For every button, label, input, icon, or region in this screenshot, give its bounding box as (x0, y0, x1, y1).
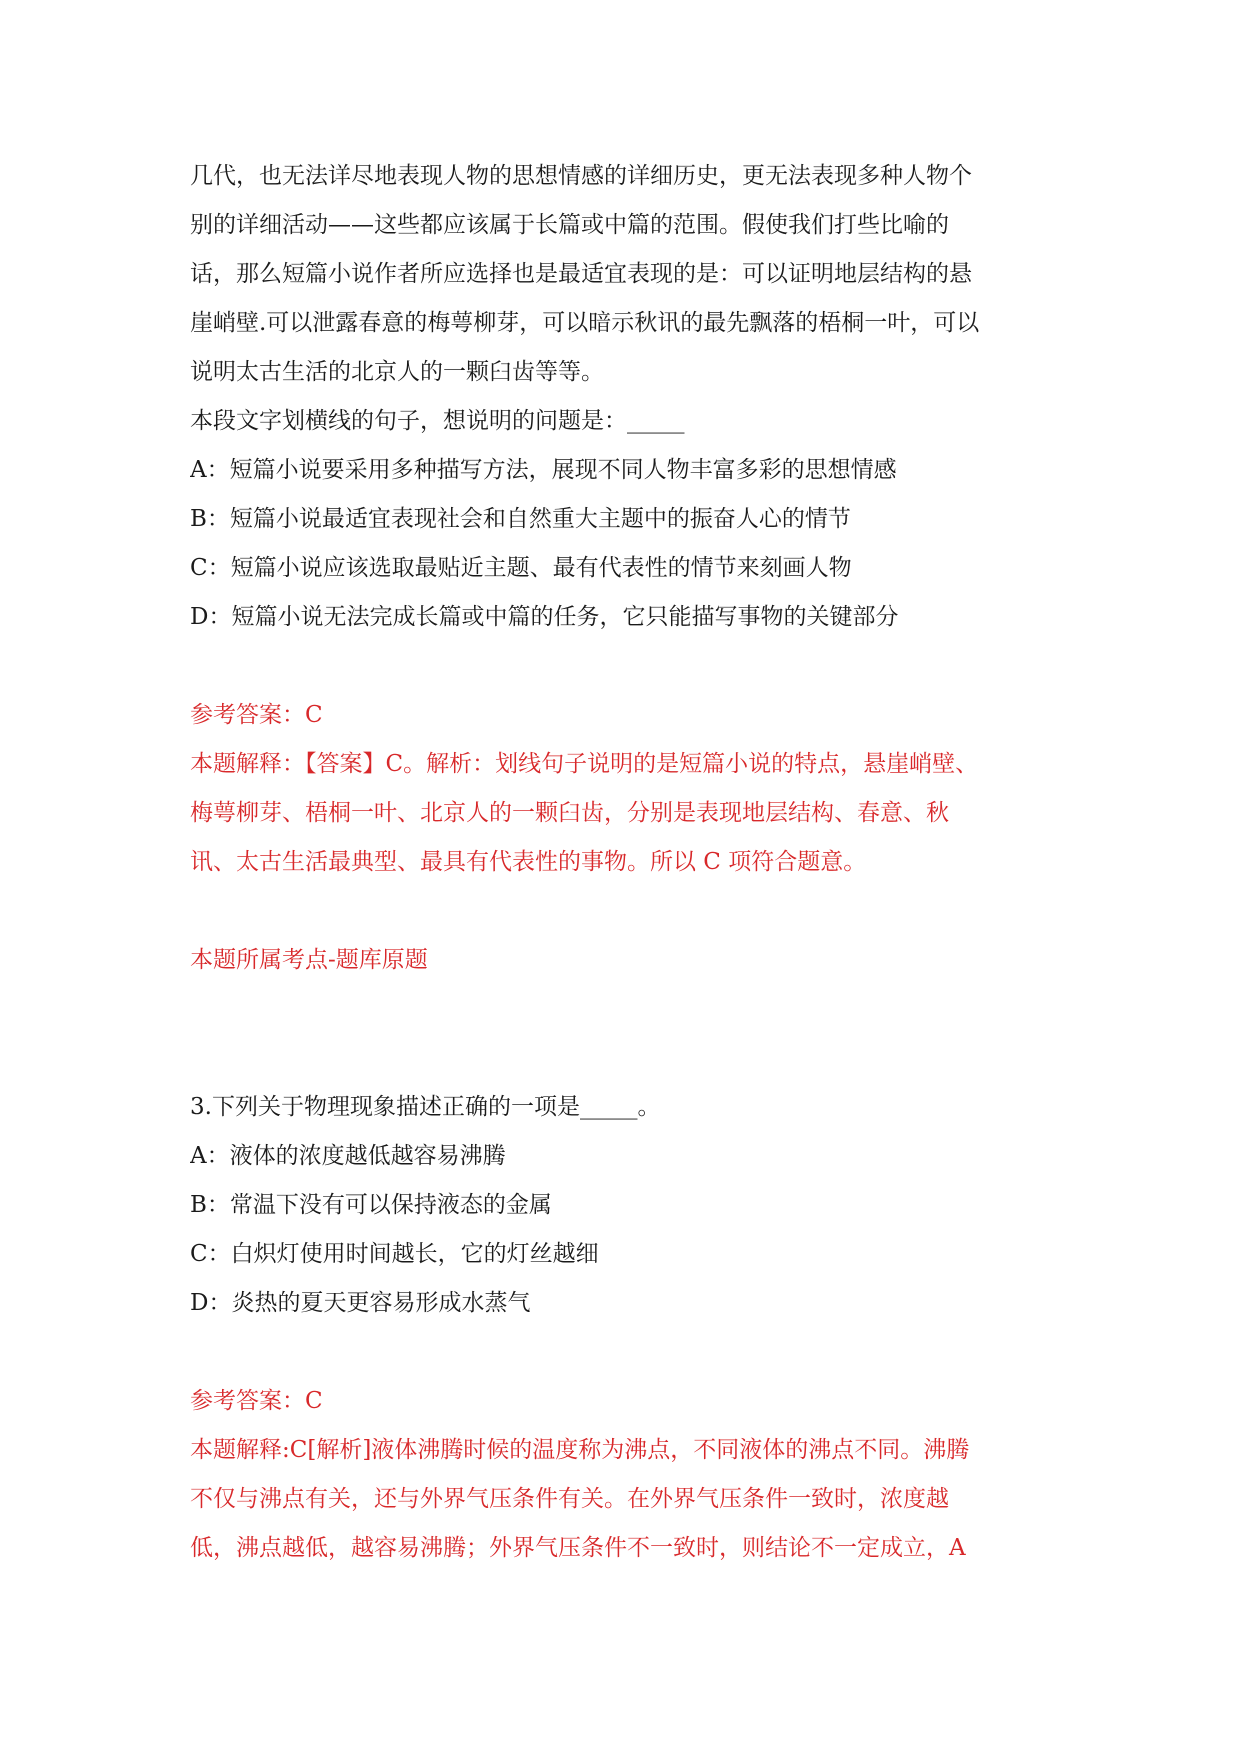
spacer (190, 1328, 1070, 1377)
spacer (190, 642, 1070, 691)
passage (190, 152, 1070, 397)
option-a: A：液体的浓度越低越容易沸腾 (190, 1143, 506, 1169)
passage-line: 话，那么短篇小说作者所应选择也是最适宜表现的是：可以证明地层结构的悬 (190, 261, 972, 287)
explanation-line: 讯、太古生活最典型、最具有代表性的事物。所以 C 项符合题意。 (190, 849, 867, 875)
question-stem: 3.下列关于物理现象描述正确的一项是_____。 (190, 1094, 661, 1120)
page-content (190, 152, 1070, 1573)
passage-line: 说明太古生活的北京人的一颗臼齿等等。 (190, 359, 604, 385)
explanation-line: 梅萼柳芽、梧桐一叶、北京人的一颗臼齿，分别是表现地层结构、春意、秋 (190, 800, 949, 826)
passage-line: 几代，也无法详尽地表现人物的思想情感的详细历史，更无法表现多种人物个 (190, 163, 972, 189)
passage-line: 别的详细活动——这些都应该属于长篇或中篇的范围。假使我们打些比喻的 (190, 212, 949, 238)
explanation-line: 低，沸点越低，越容易沸腾；外界气压条件不一致时，则结论不一定成立，A (190, 1535, 966, 1561)
explanation-line: 不仅与沸点有关，还与外界气压条件有关。在外界气压条件一致时，浓度越 (190, 1486, 949, 1512)
reference-answer: 参考答案：C (190, 1388, 323, 1414)
explanation-line: 本题解释：【答案】C。解析：划线句子说明的是短篇小说的特点，悬崖峭壁、 (190, 751, 979, 777)
option-c: C：白炽灯使用时间越长，它的灯丝越细 (190, 1241, 599, 1267)
explanation-line: 本题解释:C[解析]液体沸腾时候的温度称为沸点，不同液体的沸点不同。沸腾 (190, 1437, 970, 1463)
option-a: A：短篇小说要采用多种描写方法，展现不同人物丰富多彩的思想情感 (190, 457, 897, 483)
passage-line: 崖峭壁.可以泄露春意的梅萼柳芽，可以暗示秋讯的最先飘落的梧桐一叶，可以 (190, 310, 980, 336)
option-c: C：短篇小说应该选取最贴近主题、最有代表性的情节来刻画人物 (190, 555, 852, 581)
spacer (190, 985, 1070, 1083)
question-2 (190, 397, 1070, 985)
option-b: B：短篇小说最适宜表现社会和自然重大主题中的振奋人心的情节 (190, 506, 851, 532)
question-stem: 本段文字划横线的句子，想说明的问题是：_____ (190, 408, 685, 434)
option-b: B：常温下没有可以保持液态的金属 (190, 1192, 552, 1218)
topic-label: 本题所属考点-题库原题 (190, 947, 428, 973)
question-3 (190, 1083, 1070, 1573)
spacer (190, 887, 1070, 936)
option-d: D：炎热的夏天更容易形成水蒸气 (190, 1290, 531, 1316)
option-d: D：短篇小说无法完成长篇或中篇的任务，它只能描写事物的关键部分 (190, 604, 899, 630)
reference-answer: 参考答案：C (190, 702, 323, 728)
